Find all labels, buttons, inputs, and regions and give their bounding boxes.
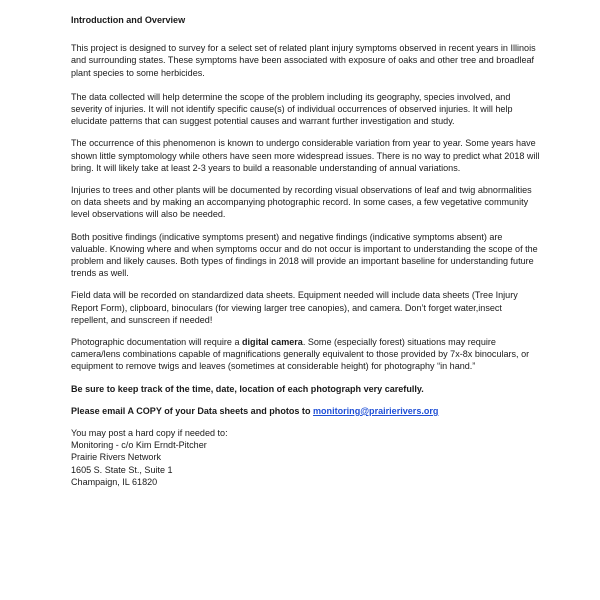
paragraph-documentation: Injuries to trees and other plants will be documented by recording visual observations of leaf and twig abnormalities on data sheets and by making an accompanying photographic record. In some cases, a few vegetative community level observations will also be needed. xyxy=(71,185,532,220)
paragraph-data-scope: The data collected will help determine the scope of the problem including its geography, species involved, and severity of injuries. It will not identify specific cause(s) of individual occurrences of observed injuries. It will help elucidate patterns that can suggest potential causes and warrant further investigation and study. xyxy=(71,91,513,127)
paragraph-bold-note: Be sure to keep track of the time, date, location of each photograph very carefully. xyxy=(71,383,424,394)
paragraph-photo xyxy=(71,336,541,373)
paragraph-intro: This project is designed to survey for a select set of related plant injury symptoms observed in recent years in Illinois and surrounding states. These symptoms have been associated with exposure of oaks and other tree and broadleaf plant species to some herbicides. xyxy=(71,43,536,78)
photo-text-after: . Some (especially forest) situations may require camera/lens combinations capable of magnifications generally equivalent to those provided by 7x-8x binoculars, or equipment to remove twigs and leaves (sometimes at considerable height) for photography “in hand.” xyxy=(71,337,530,372)
document-page xyxy=(71,14,541,488)
paragraph-email xyxy=(71,405,541,417)
photo-text-bold: digital camera xyxy=(242,337,303,348)
section-heading: Introduction and Overview xyxy=(71,15,186,25)
address-line: Prairie Rivers Network xyxy=(71,452,161,463)
paragraph-field-data: Field data will be recorded on standardized data sheets. Equipment needed will include data sheets (Tree Injury Report Form), clipboard, binoculars (for viewing larger tree canopies), and camera. Don’t forget water,insect repellent, and sunscreen if needed! xyxy=(71,290,518,325)
mailing-address xyxy=(71,427,541,488)
address-line: Monitoring - c/o Kim Erndt-Pitcher xyxy=(71,440,207,451)
address-intro: You may post a hard copy if needed to: xyxy=(71,428,228,439)
paragraph-findings: Both positive findings (indicative symptoms present) and negative findings (indicative symptoms absent) are valuable. Knowing where and when symptoms occur and do not occur is important to understanding the scope of the problem and likely causes. Both types of findings in 2018 will provide an important baseline for understanding future trends as well. xyxy=(71,231,538,279)
photo-text-before: Photographic documentation will require a xyxy=(71,337,242,348)
address-line: Champaign, IL 61820 xyxy=(71,476,158,487)
address-line: 1605 S. State St., Suite 1 xyxy=(71,464,173,475)
email-link[interactable]: monitoring@prairierivers.org xyxy=(312,405,439,416)
paragraph-variation: The occurrence of this phenomenon is known to undergo considerable variation from year to year. Some years have shown little symptomology while others have seen more widespread issues. There is no way to predict what 2018 will bring. It will likely take at least 2-3 years to build a reasonable understanding of annual variations. xyxy=(71,138,540,173)
email-text: Please email A COPY of your Data sheets and photos to xyxy=(71,405,313,416)
